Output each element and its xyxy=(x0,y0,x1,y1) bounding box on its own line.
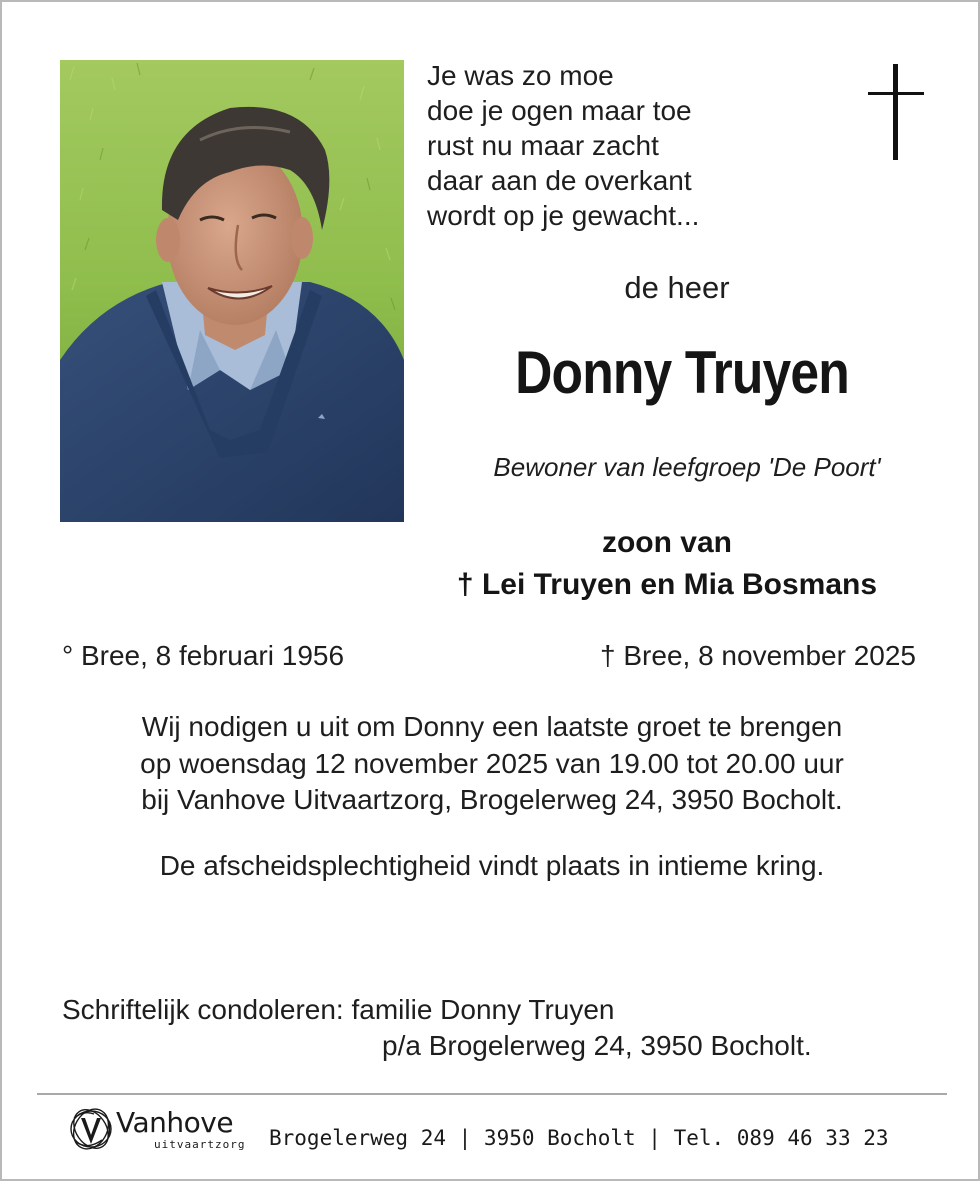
death-date: † Bree, 8 november 2025 xyxy=(600,640,916,671)
condolences-block xyxy=(62,992,812,1064)
poem-line: wordt op je gewacht... xyxy=(427,200,700,231)
invitation-line: op woensdag 12 november 2025 van 19.00 tot 20.00 uur xyxy=(140,747,844,779)
footer-divider xyxy=(37,1093,947,1095)
poem-line: doe je ogen maar toe xyxy=(427,95,692,126)
vanhove-logo xyxy=(66,1102,256,1162)
ceremony-note: De afscheidsplechtigheid vindt plaats in intieme kring. xyxy=(159,850,825,881)
parents-intro: zoon van xyxy=(601,526,732,559)
footer-address: Brogelerweg 24 | 3950 Bocholt | Tel. 089 46 33 23 xyxy=(269,1126,889,1150)
poem-line: rust nu maar zacht xyxy=(427,130,659,161)
poem-line: daar aan de overkant xyxy=(427,165,692,196)
portrait-photo xyxy=(60,60,404,522)
deceased-name: Donny Truyen xyxy=(515,339,849,406)
logo-name: Vanhove xyxy=(116,1106,234,1139)
condolences-line: Schriftelijk condoleren: familie Donny Truyen xyxy=(62,994,615,1025)
birth-date: ° Bree, 8 februari 1956 xyxy=(62,640,345,671)
parents-names: † Lei Truyen en Mia Bosmans xyxy=(456,568,878,601)
invitation-line: bij Vanhove Uitvaartzorg, Brogelerweg 24, 3950 Bocholt. xyxy=(141,784,843,815)
poem-line: Je was zo moe xyxy=(427,60,614,91)
logo-subtitle: uitvaartzorg xyxy=(154,1138,246,1151)
parents-block xyxy=(392,522,942,606)
honorific: de heer xyxy=(624,270,730,305)
residence-note: Bewoner van leefgroep 'De Poort' xyxy=(493,452,881,482)
invitation-line: Wij nodigen u uit om Donny een laatste groet te brengen xyxy=(141,711,843,742)
condolences-address: p/a Brogelerweg 24, 3950 Bocholt. xyxy=(382,1030,812,1061)
cross-icon xyxy=(868,64,924,160)
invitation-text xyxy=(42,709,942,819)
poem xyxy=(427,58,699,233)
logo-emblem-icon xyxy=(66,1104,116,1154)
